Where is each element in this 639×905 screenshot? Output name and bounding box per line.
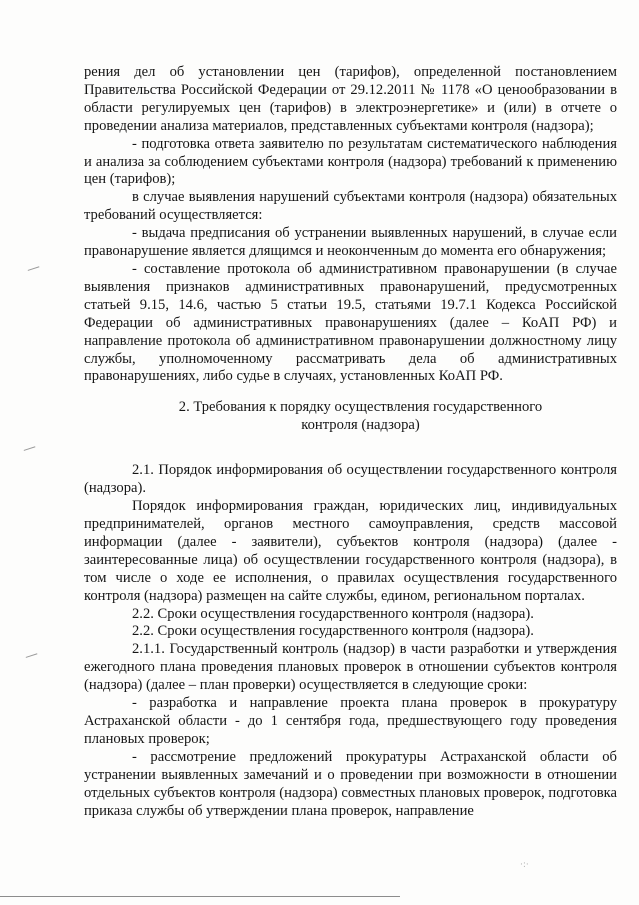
paragraph-informing-order: Порядок информирования граждан, юридических лиц, индивидуальных предпринимателей, органов местного самоуправления, средств массовой информации (далее - заявители), субъектов контроля (надзора) (далее - заинтересованные лица) об осуществлении государственного контроля (надзора), в том числе о ходе ее исполнения, о правилах осуществления государственного контроля (надзора) размещен на сайте службы, едином, региональном порталах. [84, 498, 617, 604]
paragraph-reply-preparation: - подготовка ответа заявителю по результатам систематического наблюдения и анализа за соблюдением субъектами контроля (надзора) требований к применению цен (тарифов); [84, 135, 617, 188]
margin-scan-mark [24, 446, 37, 454]
page-bottom-edge [0, 896, 400, 897]
paragraph-violations-intro: в случае выявления нарушений субъектами контроля (надзора) обязательных требований осуществляется: [84, 189, 617, 224]
section-heading-line-1: 2. Требования к порядку осуществления государственного [178, 399, 543, 416]
paragraph-2-1: 2.1. Порядок информирования об осуществлении государственного контроля (надзора). [84, 462, 617, 497]
paragraph-prescription: - выдача предписания об устранении выявленных нарушений, в случае если правонарушение является длящимся и неоконченным до момента его обнаружения; [84, 225, 617, 260]
paragraph-2-1-1: 2.1.1. Государственный контроль (надзор) в части разработки и утверждения ежегодного плана проведения плановых проверок в отношении субъектов контроля (надзора) (далее – план проверки) осуществляется в следующие сроки: [84, 641, 617, 694]
paragraph-continuation: рения дел об установлении цен (тарифов), определенной постановлением Правительства Российской Федерации от 29.12.2011 № 1178 «О ценообразовании в области регулируемых цен (тарифов) в электроэнергетике» и (или) в отчете о проведении анализа материалов, представленных субъектами контроля (надзора); [84, 64, 617, 134]
section-heading [84, 398, 617, 434]
document-body [84, 64, 617, 820]
paragraph-prosecutor-review: - рассмотрение предложений прокуратуры Астраханской области об устранении выявленных замечаний и о проведении при возможности в отношении отдельных субъектов контроля (надзора) совместных плановых проверок, подготовка приказа службы об утверждении плана проверок, направление [84, 748, 617, 819]
section-heading-line-2: контроля (надзора) [301, 417, 420, 434]
margin-scan-mark [28, 266, 41, 274]
paragraph-2-2-a: 2.2. Сроки осуществления государственного контроля (надзора). [132, 605, 534, 622]
paragraph-protocol: - составление протокола об административном правонарушении (в случае выявления признаков административных правонарушений, предусмотренных статьей 9.15, 14.6, частью 5 статьи 19.5, статьями 19.7.1 Кодекса Российской Федерации об административных правонарушениях (далее – КоАП РФ) и направление протокола об административном правонарушении должностному лицу службы, уполномоченному рассматривать дела об административных правонарушениях, либо судье в случаях, установленных КоАП РФ. [84, 260, 617, 385]
scan-speck: ·:· [520, 860, 529, 870]
paragraph-plan-draft: - разработка и направление проекта плана проверок в прокуратуру Астраханской области - до 1 сентября года, предшествующего году проведения плановых проверок; [84, 695, 617, 747]
paragraph-2-2-b: 2.2. Сроки осуществления государственного контроля (надзора). [132, 623, 534, 640]
margin-scan-mark [26, 653, 39, 661]
